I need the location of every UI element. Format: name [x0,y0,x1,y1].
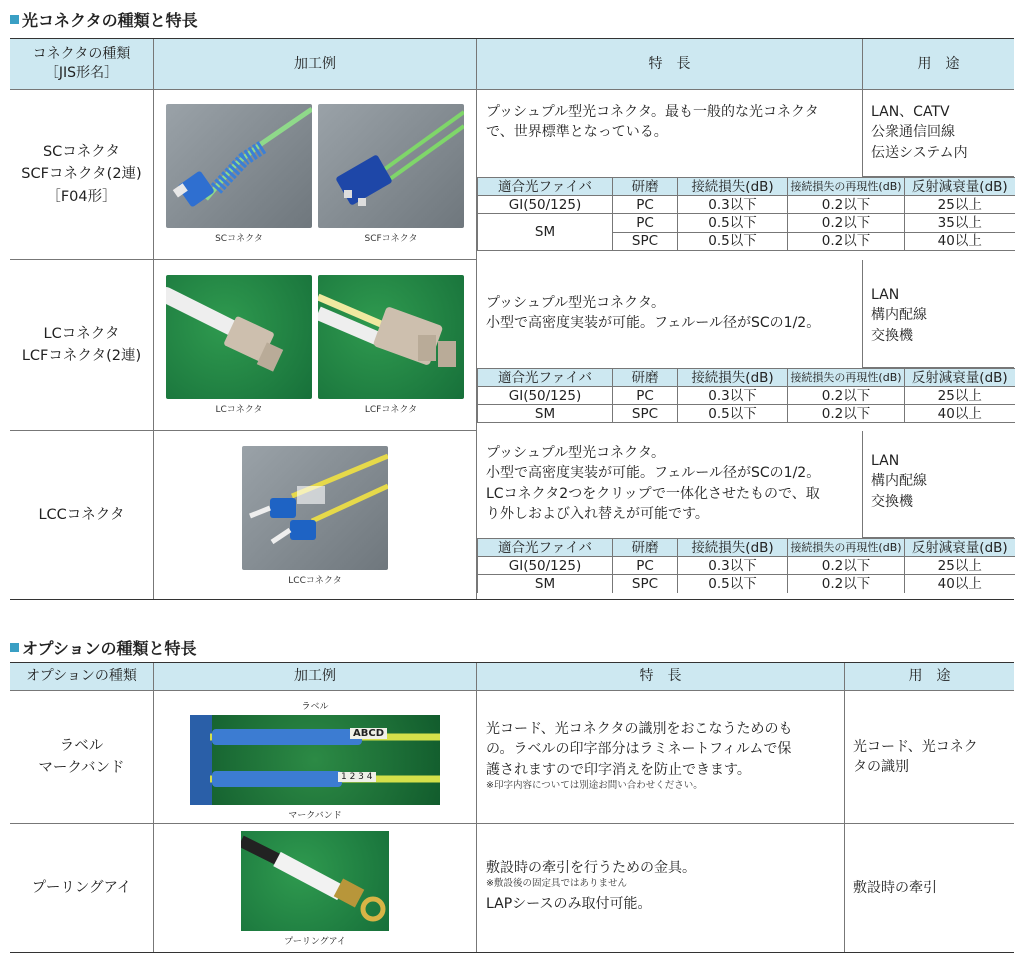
spec-cell: 25以上 [905,557,1015,575]
spec-cell: GI(50/125) [478,196,613,214]
header-example: 加工例 [154,39,477,90]
spec-header-row [478,369,1015,387]
spec-row [478,575,1015,593]
features-lc [477,260,863,368]
connector-table [10,38,1014,600]
usage-line: 交換機 [871,327,913,344]
photo-caption: マークバンド [288,811,342,821]
features-label [477,691,845,824]
spec-cell: 0.2以下 [788,575,905,593]
pulling-eye-image [241,831,389,931]
spec-cell: 0.2以下 [788,196,905,214]
spec-cell: 0.3以下 [678,557,788,575]
usage-sc [863,90,1014,177]
spec-header-repeatability: 接続損失の再現性(dB) [788,178,905,196]
example-photos-sc [154,90,477,260]
features-sc [477,90,863,177]
usage-pulling-eye [845,824,1014,952]
spec-cell: 0.2以下 [788,405,905,423]
header-usage: 用 途 [863,39,1014,90]
spec-header-repeatability: 接続損失の再現性(dB) [788,539,905,557]
spec-cell: 40以上 [905,232,1015,251]
band-sample-text: 1 2 3 4 [338,772,376,782]
header-option-type: オプションの種類 [10,663,154,691]
option-name-label [10,691,154,824]
usage-line: タの識別 [853,759,909,776]
spec-cell: 40以上 [905,405,1015,423]
header-type-label: コネクタの種類 [32,46,131,63]
scf-connector-image [318,104,464,228]
photo-sc [166,104,312,244]
name-line: SCFコネクタ(2連) [21,166,142,183]
example-photo-label [154,691,477,824]
label-sample-text: ABCD [350,728,387,739]
name-line: ［F04形］ [46,188,117,205]
spec-cell: 0.5以下 [678,575,788,593]
usage-lc [863,260,1014,368]
feature-line: 小型で高密度実装が可能。フェルール径がSCの1/2。 [486,315,821,332]
photo-caption: プーリングアイ [284,937,346,947]
section-title-options [10,636,197,659]
spec-cell: PC [613,387,678,405]
spec-header-loss: 接続損失(dB) [678,369,788,387]
usage-line: LAN [871,453,900,469]
usage-line: 伝送システム内 [871,144,968,161]
features-lcc [477,431,863,538]
header-features: 特 長 [477,39,863,90]
name-line: LCコネクタ [43,325,120,342]
bullet-square-icon [10,643,19,652]
spec-table-lc [477,368,1015,423]
spec-table-lcc [477,538,1015,593]
spec-header-loss: 接続損失(dB) [678,178,788,196]
spec-cell: GI(50/125) [478,387,613,405]
example-photos-lc [154,260,477,431]
sc-connector-image [166,104,312,228]
photo-caption: LCコネクタ [215,405,263,415]
spec-header-repeatability: 接続損失の再現性(dB) [788,369,905,387]
section-title-connectors [10,8,198,31]
spec-row [478,196,1015,214]
lcc-connector-image [242,446,388,570]
feature-line: り外しおよび入れ替えが可能です。 [486,505,709,522]
option-name-pulling-eye [10,824,154,952]
spec-header-return-loss: 反射減衰量(dB) [905,369,1015,387]
example-photos-lcc [154,431,477,599]
spec-cell: SPC [613,405,678,423]
connector-name-sc [10,90,154,260]
usage-label [845,691,1014,824]
spec-cell: SM [478,575,613,593]
spec-cell: 0.5以下 [678,232,788,251]
photo-top-caption: ラベル [301,702,329,712]
feature-note: ※印字内容については別途お問い合わせください。 [486,779,703,791]
feature-note: ※敷設後の固定具ではありません [486,878,627,890]
connector-name-lcc [10,431,154,599]
lcf-connector-image [318,275,464,399]
spec-header-row [478,539,1015,557]
usage-line: 敷設時の牽引 [853,880,937,896]
spec-cell: SPC [613,232,678,251]
spec-cell: SM [478,405,613,423]
feature-line: プッシュプル型光コネクタ。最も一般的な光コネクタ [486,104,819,120]
header-features: 特 長 [477,663,845,691]
spec-cell: 0.3以下 [678,196,788,214]
feature-line: 小型で高密度実装が可能。フェルール径がSCの1/2。 [486,465,821,482]
photo-caption: LCCコネクタ [288,576,342,586]
feature-line: プッシュプル型光コネクタ。 [486,295,666,311]
photo-caption: SCFコネクタ [364,234,418,244]
photo-caption: SCコネクタ [215,234,263,244]
spec-cell: 25以上 [905,196,1015,214]
example-photo-pulling-eye [154,824,477,952]
photo-lc [166,275,312,415]
name-line: LCCコネクタ [38,506,125,523]
usage-line: 交換機 [871,493,913,510]
spec-row [478,387,1015,405]
photo-caption: LCFコネクタ [364,405,418,415]
spec-cell: 35以上 [905,214,1015,233]
usage-line: 構内配線 [871,473,927,490]
spec-header-return-loss: 反射減衰量(dB) [905,539,1015,557]
spec-cell: 40以上 [905,575,1015,593]
usage-line: LAN、CATV [871,104,950,120]
photo-lcf [318,275,464,415]
name-line: LCFコネクタ(2連) [21,348,142,364]
options-table [10,662,1014,953]
spec-header-fiber: 適合光ファイバ [478,178,613,196]
spec-row [478,405,1015,423]
spec-cell: 0.2以下 [788,232,905,251]
usage-line: 構内配線 [871,307,927,324]
feature-line: LAPシースのみ取付可能。 [486,895,652,912]
feature-line: LCコネクタ2つをクリップで一体化させたもので、取 [486,485,820,502]
feature-line: 敷設時の牽引を行うための金具。 [486,860,696,876]
photo-lcc [242,446,388,586]
spec-header-polish: 研磨 [613,369,678,387]
spec-header-row [478,178,1015,196]
bullet-square-icon [10,15,19,24]
spec-row [478,557,1015,575]
spec-header-loss: 接続損失(dB) [678,539,788,557]
usage-line: LAN [871,287,900,303]
spec-header-fiber: 適合光ファイバ [478,539,613,557]
spec-cell: 0.2以下 [788,214,905,233]
section-title-text: 光コネクタの種類と特長 [22,11,198,30]
connector-name-lc [10,260,154,431]
spec-cell: 0.5以下 [678,214,788,233]
section-title-text: オプションの種類と特長 [22,639,197,658]
name-line: ラベル [59,737,104,754]
spec-cell: PC [613,196,678,214]
spec-cell: SM [478,214,613,251]
spec-header-return-loss: 反射減衰量(dB) [905,178,1015,196]
feature-line: プッシュプル型光コネクタ。 [486,445,666,461]
spec-table-sc [477,177,1015,251]
feature-line: 光コード、光コネクタの識別をおこなうためのも [486,721,793,737]
usage-line: 公衆通信回線 [871,124,955,141]
spec-cell: 25以上 [905,387,1015,405]
spec-cell: 0.2以下 [788,387,905,405]
spec-cell: SPC [613,575,678,593]
usage-lcc [863,431,1014,538]
spec-cell: PC [613,214,678,233]
spec-row [478,214,1015,233]
header-usage: 用 途 [845,663,1014,691]
spec-header-fiber: 適合光ファイバ [478,369,613,387]
name-line: プーリングアイ [31,879,132,896]
spec-cell: 0.2以下 [788,557,905,575]
features-pulling-eye [477,824,845,952]
lc-connector-image [166,275,312,399]
spec-header-polish: 研磨 [613,178,678,196]
spec-header-polish: 研磨 [613,539,678,557]
feature-line: の。ラベルの印字部分はラミネートフィルムで保 [486,741,792,758]
usage-line: 光コード、光コネク [853,739,978,755]
name-line: SCコネクタ [42,143,121,160]
feature-line: 護されますので印字消えを防止できます。 [486,761,751,778]
spec-cell: 0.3以下 [678,387,788,405]
header-connector-type [10,39,154,90]
header-example: 加工例 [154,663,477,691]
header-jis-label: ［JIS形名］ [44,65,119,81]
spec-cell: 0.5以下 [678,405,788,423]
photo-scf [318,104,464,244]
spec-cell: GI(50/125) [478,557,613,575]
feature-line: で、世界標準となっている。 [486,124,668,141]
name-line: マークバンド [38,760,125,776]
spec-cell: PC [613,557,678,575]
label-band-image [190,715,440,805]
